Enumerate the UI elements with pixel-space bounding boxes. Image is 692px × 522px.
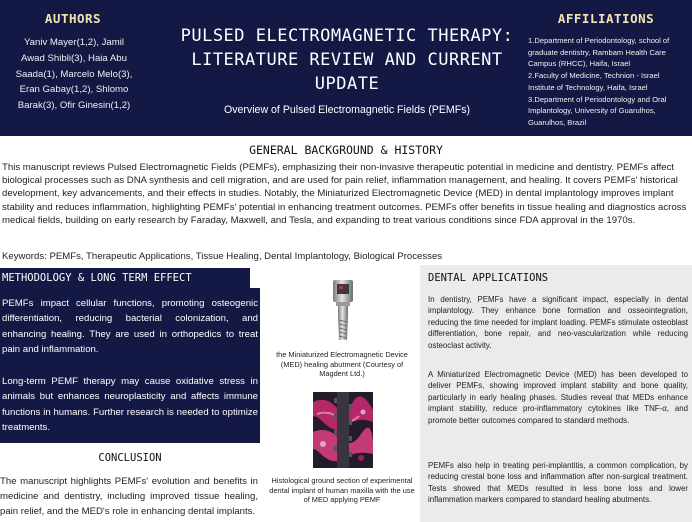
device-figure-caption: the Miniaturized Electromagnetic Device (MED) healing abutment (Courtesy of Magdent Ltd.) (276, 350, 408, 379)
poster-subtitle: Overview of Pulsed Electromagnetic Fields (PEMFs) (223, 104, 471, 116)
dental-paragraph: PEMFs also help in treating peri-implantitis, a common complication, by reducing crestal bone loss and inflammation after non-surgical treatment. Tests showed that MEDs resulted in less bone loss and lower inflammation markers compared to standard healing abutments. (428, 461, 688, 505)
poster-title: PULSED ELECTROMAGNETIC THERAPY: LITERATURE REVIEW AND CURRENT UPDATE (180, 26, 514, 94)
dental-paragraph: In dentistry, PEMFs have a significant impact, especially in dental implantology. They enhance bone formation and osseointegration, reducing the time needed for implant loading. PEMFs stimulate osteoblast differentiation, bone repair, and neo-vascularization while reducing osteoclast activity. (428, 295, 688, 350)
conclusion-heading: CONCLUSION (98, 452, 162, 464)
dental-paragraph: A Miniaturized Electromagnetic Device (MED) has been developed to deliver PEMFs, showing improved implant stability and bone quality, particularly in early healing phases. Studies reveal that MEDs enhance implant stability, reduce pro-inflammatory cytokines like TNF-α, and promote better outcomes compared to standard methods. (428, 370, 688, 425)
header-banner (0, 0, 692, 136)
general-background-text: This manuscript reviews Pulsed Electromagnetic Fields (PEMFs), emphasizing their non-invasive therapeutic potential in medicine and dentistry. PEMFs affect biological processes such as DNA synthesis and cell migration, and are used for pain relief, inflammation management, and healing. It covers PEMFs' historical development, key advancements, and their effects in studies. Notably, the Miniaturized Electromagnetic Device (MED) in dental implantology improves implant stability and reduces inflammation, highlighting PEMFs' potential in enhancing treatment outcomes. PEMFs offer benefits in tissue healing and diagnostics across medical fields, building on early research by Faraday, Maxwell, and Tesla, and expanding to treat various conditions since FDA approval in the 1970s. (2, 162, 687, 226)
methodology-paragraph: PEMFs impact cellular functions, promoting osteogenic differentiation, reducing bacterial colonization, and enhancing healing. They are used in orthopedics to treat pain and inflammation. (2, 298, 258, 356)
conclusion-text: The manuscript highlights PEMFs' evolution and benefits in medicine and dentistry, including improved tissue healing, pain relief, and the MED's role in enhancing dental implants. (0, 476, 258, 518)
affiliation-item: 3.Department of Periodontology and Oral Implantology, University of Guarulhos, Guarulhos, Brazil (528, 94, 667, 127)
med-device-image (329, 280, 357, 342)
methodology-paragraph: Long-term PEMF therapy may cause oxidative stress in animals but enhances neuroplasticity and affects immune functions in humans. Further research is needed to optimize treatments. (2, 376, 258, 434)
methodology-heading: METHODOLOGY & LONG TERM EFFECT (2, 272, 192, 284)
authors-column (0, 0, 160, 136)
affiliations-heading: AFFILIATIONS (557, 11, 655, 26)
general-background-heading: GENERAL BACKGROUND & HISTORY (249, 143, 443, 157)
histology-image (313, 392, 373, 468)
affiliation-item: 2.Faculty of Medicine, Technion - Israel Institute of Technology, Haifa, Israel (528, 71, 660, 92)
affiliation-item: 1.Department of Periodontology, school of graduate dentistry, Rambam Health Care Campus (RHCC), Haifa, Israel (528, 36, 670, 69)
affiliations-column (528, 0, 692, 136)
authors-list: Yaniv Mayer(1,2), Jamil Awad Shibli(3), Haia Abu Saada(1), Marcelo Melo(3), Eran Gabay(1,2), Shlomo Barak(3), Ofir Ginesin(1,2) (15, 37, 133, 112)
dental-applications-heading: DENTAL APPLICATIONS (428, 272, 549, 284)
authors-heading: AUTHORS (44, 11, 102, 26)
keywords-line: Keywords: PEMFs, Therapeutic Applications, Tissue Healing, Dental Implantology, Biological Processes (2, 251, 443, 262)
title-block (178, 24, 516, 116)
affiliations-list (528, 35, 688, 129)
histology-figure-caption: Histological ground section of experimental dental implant of human maxilla with the use of MED applying PEMF (269, 476, 415, 505)
